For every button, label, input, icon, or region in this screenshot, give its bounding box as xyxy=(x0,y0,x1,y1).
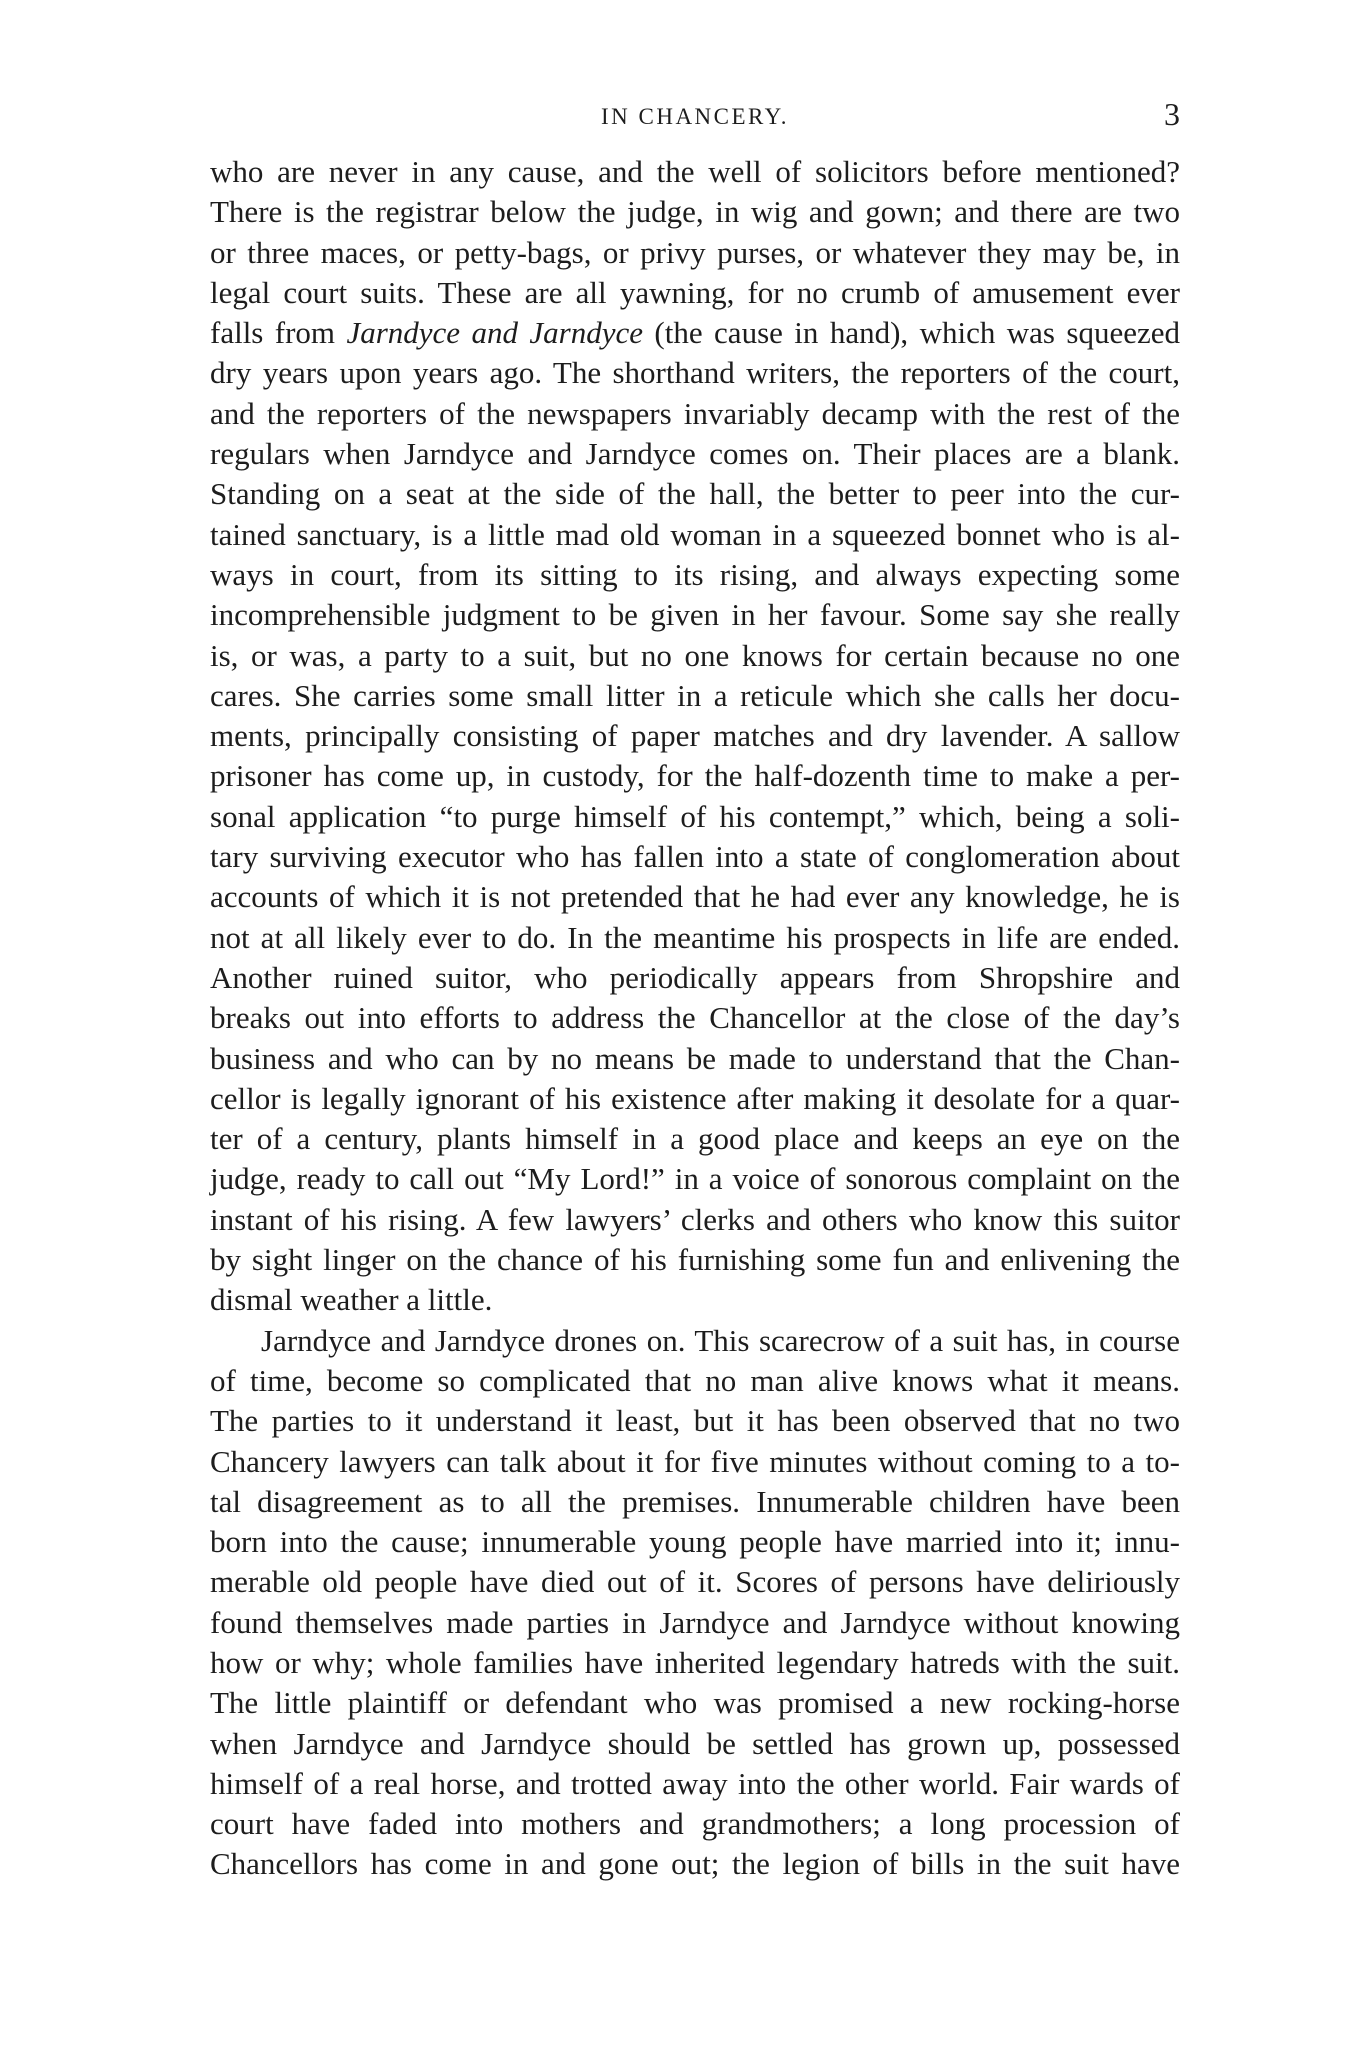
text-line: born into the cause; innumerable young people have married into it; innu- xyxy=(210,1524,1180,1560)
text-run: (the cause in hand), which was squeezed xyxy=(643,315,1180,351)
text-line: instant of his rising. A few lawyers’ clerks and others who know this suitor xyxy=(210,1201,1180,1237)
text-line: cellor is legally ignorant of his existence after making it desolate for a quar- xyxy=(210,1080,1180,1116)
text-line: The little plaintiff or defendant who was promised a new rocking-horse xyxy=(210,1685,1180,1721)
text-line: cares. She carries some small litter in a reticule which she calls her docu- xyxy=(210,677,1180,713)
text-line: sonal application “to purge himself of his contempt,” which, being a soli- xyxy=(210,798,1180,834)
text-line: ments, principally consisting of paper matches and dry lavender. A sallow xyxy=(210,718,1180,754)
text-line: dismal weather a little. xyxy=(210,1282,493,1318)
text-line: not at all likely ever to do. In the meantime his prospects in life are ended. xyxy=(210,919,1180,955)
text-line: tary surviving executor who has fallen into a state of conglomeration about xyxy=(210,839,1180,875)
text-line: The parties to it understand it least, but it has been observed that no two xyxy=(210,1403,1180,1439)
body-text xyxy=(210,152,1180,1885)
text-line: regulars when Jarndyce and Jarndyce comes on. Their places are a blank. xyxy=(210,436,1180,472)
paragraph-1 xyxy=(210,152,1180,1321)
text-line: There is the registrar below the judge, in wig and gown; and there are two xyxy=(210,194,1180,230)
text-line: who are never in any cause, and the well of solicitors before mentioned? xyxy=(210,154,1180,189)
text-line: Chancery lawyers can talk about it for five minutes without coming to a to- xyxy=(210,1443,1180,1479)
text-line: by sight linger on the chance of his furnishing some fun and enlivening the xyxy=(210,1242,1180,1278)
text-line: accounts of which it is not pretended that he had ever any knowledge, he is xyxy=(210,879,1180,915)
case-title-italic: Jarndyce and Jarndyce xyxy=(346,315,644,351)
page-number: 3 xyxy=(1164,96,1180,132)
text-line: or three maces, or petty-bags, or privy purses, or whatever they may be, in xyxy=(210,234,1180,270)
text-line: Another ruined suitor, who periodically appears from Shropshire and xyxy=(210,959,1180,995)
text-line: ter of a century, plants himself in a good place and keeps an eye on the xyxy=(210,1121,1180,1157)
text-line: found themselves made parties in Jarndyce and Jarndyce without knowing xyxy=(210,1604,1180,1640)
text-line: court have faded into mothers and grandmothers; a long procession of xyxy=(210,1806,1180,1842)
text-line: breaks out into efforts to address the Chancellor at the close of the day’s xyxy=(210,1000,1180,1036)
text-line: how or why; whole families have inherited legendary hatreds with the suit. xyxy=(210,1644,1180,1680)
text-line: dry years upon years ago. The shorthand writers, the reporters of the court, xyxy=(210,355,1180,391)
text-line: business and who can by no means be made to understand that the Chan- xyxy=(210,1040,1180,1076)
text-line: prisoner has come up, in custody, for the half-dozenth time to make a per- xyxy=(210,758,1180,794)
text-line: Standing on a seat at the side of the hall, the better to peer into the cur- xyxy=(210,476,1180,512)
text-line: of time, become so complicated that no man alive knows what it means. xyxy=(210,1362,1180,1398)
text-line: ways in court, from its sitting to its rising, and always expecting some xyxy=(210,556,1180,592)
text-line: Jarndyce and Jarndyce drones on. This scarecrow of a suit has, in course xyxy=(261,1322,1180,1358)
text-line: himself of a real horse, and trotted away into the other world. Fair wards of xyxy=(210,1765,1180,1801)
text-line: tained sanctuary, is a little mad old woman in a squeezed bonnet who is al- xyxy=(210,516,1180,552)
text-line: is, or was, a party to a suit, but no one knows for certain because no one xyxy=(210,637,1180,673)
running-head xyxy=(210,96,1180,136)
text-line: incomprehensible judgment to be given in her favour. Some say she really xyxy=(210,597,1180,633)
text-line xyxy=(210,313,1180,353)
text-line: legal court suits. These are all yawning, for no crumb of amusement ever xyxy=(210,274,1180,310)
text-line: Chancellors has come in and gone out; the legion of bills in the suit have xyxy=(210,1846,1180,1882)
text-run: falls from xyxy=(210,315,347,351)
text-line: tal disagreement as to all the premises. Innumerable children have been xyxy=(210,1483,1180,1519)
text-line: merable old people have died out of it. Scores of persons have deliriously xyxy=(210,1564,1180,1600)
text-line: judge, ready to call out “My Lord!” in a voice of sonorous complaint on the xyxy=(210,1161,1180,1197)
text-line: and the reporters of the newspapers invariably decamp with the rest of the xyxy=(210,395,1180,431)
paragraph-2 xyxy=(210,1321,1180,1885)
text-line: when Jarndyce and Jarndyce should be settled has grown up, possessed xyxy=(210,1725,1180,1761)
running-title: IN CHANCERY. xyxy=(600,104,790,129)
